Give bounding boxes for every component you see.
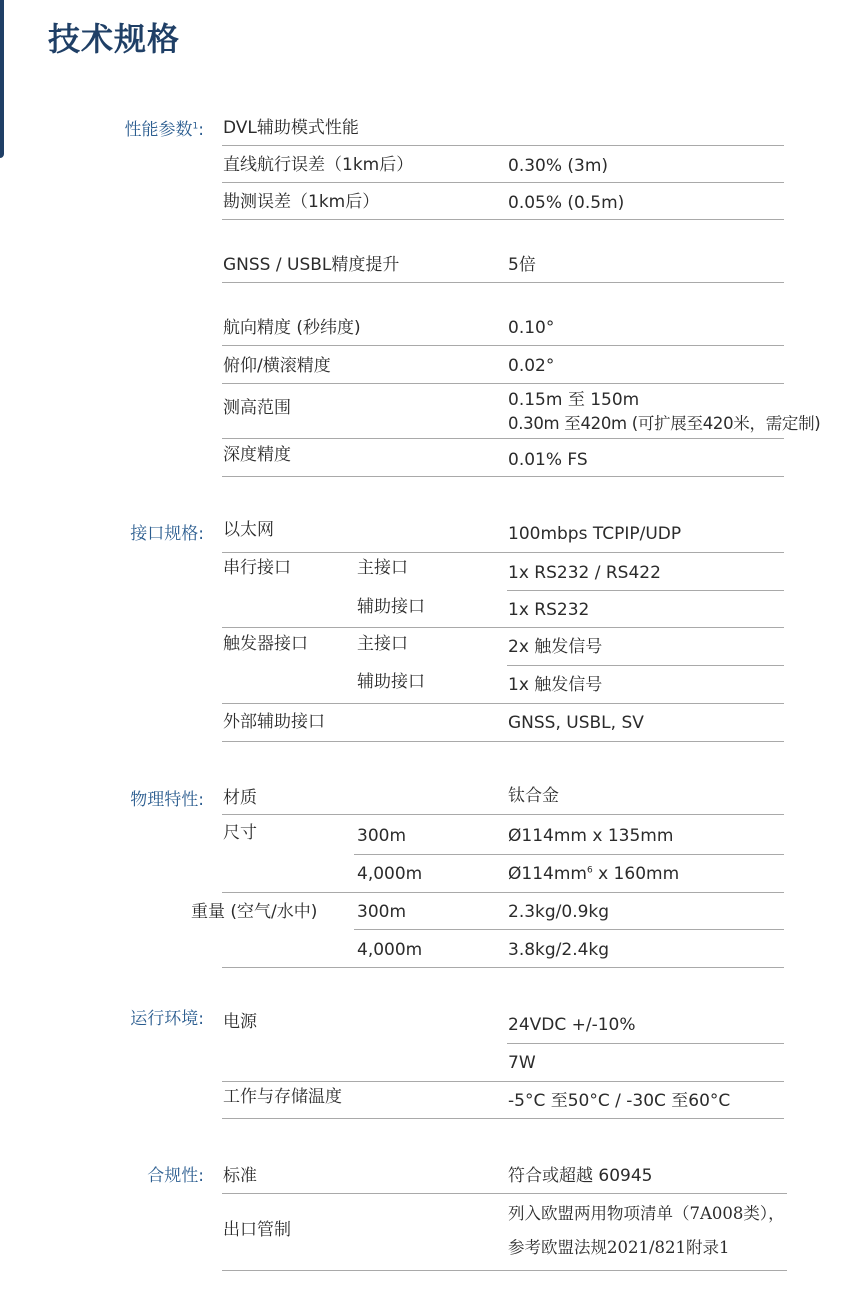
spec-value: 1x RS232 / RS422 [508,563,661,583]
spec-value: 0.10° [508,318,555,338]
performance-colon: : [198,120,204,140]
footnote-marker: 1 [192,121,199,132]
spec-value: 2x 触发信号 [508,637,603,657]
spec-subname: 辅助接口 [357,672,425,692]
section-label-environment: 运行环境: [130,1009,204,1029]
divider [222,627,784,628]
performance-label: 性能参数 [124,120,193,140]
spec-name: 触发器接口 [223,634,308,654]
spec-subname: 4,000m [357,864,423,884]
spec-name: 测高范围 [223,398,291,418]
spec-value: Ø114mm x 135mm [508,826,674,846]
section-label-compliance: 合规性: [147,1166,204,1186]
divider [222,282,784,283]
divider [222,892,784,893]
spec-value: 0.30% (3m) [508,156,609,176]
spec-value: -5°C 至50°C / -30C 至60°C [508,1091,731,1111]
spec-value: 100mbps TCPIP/UDP [508,524,682,544]
spec-value: 7W [508,1053,536,1073]
divider [222,219,784,220]
spec-subname: 主接口 [357,558,408,578]
spec-subname: 辅助接口 [357,597,425,617]
spec-value: 0.02° [508,356,555,376]
spec-name: 材质 [223,788,257,808]
divider [222,1270,787,1271]
spec-name: 标准 [223,1166,257,1186]
spec-value: 3.8kg/2.4kg [508,940,610,960]
spec-subname: 300m [357,902,407,922]
spec-value-with-footnote [508,864,679,884]
spec-value-line2: 0.30m 至420m (可扩展至420米，需定制) [508,414,821,433]
spec-subname: 主接口 [357,634,408,654]
spec-value: 1x 触发信号 [508,675,603,695]
spec-value-line2: 参考欧盟法规2021/821附录1 [508,1238,730,1257]
section-label-performance [125,120,204,140]
spec-name: 航向精度 (秒纬度) [223,318,361,338]
spec-name: 外部辅助接口 [223,712,325,732]
spec-name: 深度精度 [223,445,291,465]
divider [222,741,784,742]
spec-value: 列入欧盟两用物项清单（7A008类）， [508,1204,785,1223]
spec-name: 勘测误差（1km后） [223,192,380,212]
divider [354,854,784,855]
spec-name: 直线航行误差（1km后） [223,155,414,175]
spec-name: 重量 (空气/水中) [191,902,318,922]
spec-name: 俯仰/横滚精度 [223,356,331,376]
spec-name: 串行接口 [223,558,291,578]
divider [222,1118,784,1119]
spec-name: GNSS / USBL精度提升 [223,255,400,275]
section-label-interface: 接口规格: [130,524,204,544]
divider [507,1043,784,1044]
divider [507,590,784,591]
divider [507,665,784,666]
divider [222,967,784,968]
accent-bar [0,0,4,158]
page-title: 技术规格 [48,20,181,58]
spec-value: 钛合金 [508,786,559,806]
divider [222,476,784,477]
spec-value: 0.15m 至 150m [508,390,640,410]
spec-name: 以太网 [223,520,274,540]
divider [222,552,784,553]
spec-name: 电源 [223,1012,257,1032]
section-label-physical: 物理特性: [130,790,204,810]
spec-subname: 4,000m [357,940,423,960]
spec-value: 1x RS232 [508,600,590,620]
divider [222,145,784,146]
divider [222,182,784,183]
performance-mode: DVL辅助模式性能 [223,118,359,138]
divider [222,1081,784,1082]
spec-name: 尺寸 [223,823,257,843]
divider [222,814,784,815]
spec-value-tail: x 160mm [592,864,680,884]
divider [222,1193,787,1194]
divider [222,345,784,346]
spec-value: 5倍 [508,255,536,275]
divider [222,383,784,384]
spec-value: 2.3kg/0.9kg [508,902,610,922]
spec-value: 符合或超越 60945 [508,1166,653,1186]
divider [222,703,784,704]
spec-value: 0.05% (0.5m) [508,193,625,213]
spec-name: 工作与存储温度 [223,1087,342,1107]
spec-value: Ø114mm [508,864,587,884]
spec-name: 出口管制 [223,1220,291,1240]
divider [354,929,784,930]
spec-subname: 300m [357,826,407,846]
divider [222,438,784,439]
spec-value: 24VDC +/-10% [508,1015,636,1035]
spec-value: 0.01% FS [508,450,588,470]
spec-value: GNSS, USBL, SV [508,713,644,733]
footnote-marker: 6 [586,865,593,876]
